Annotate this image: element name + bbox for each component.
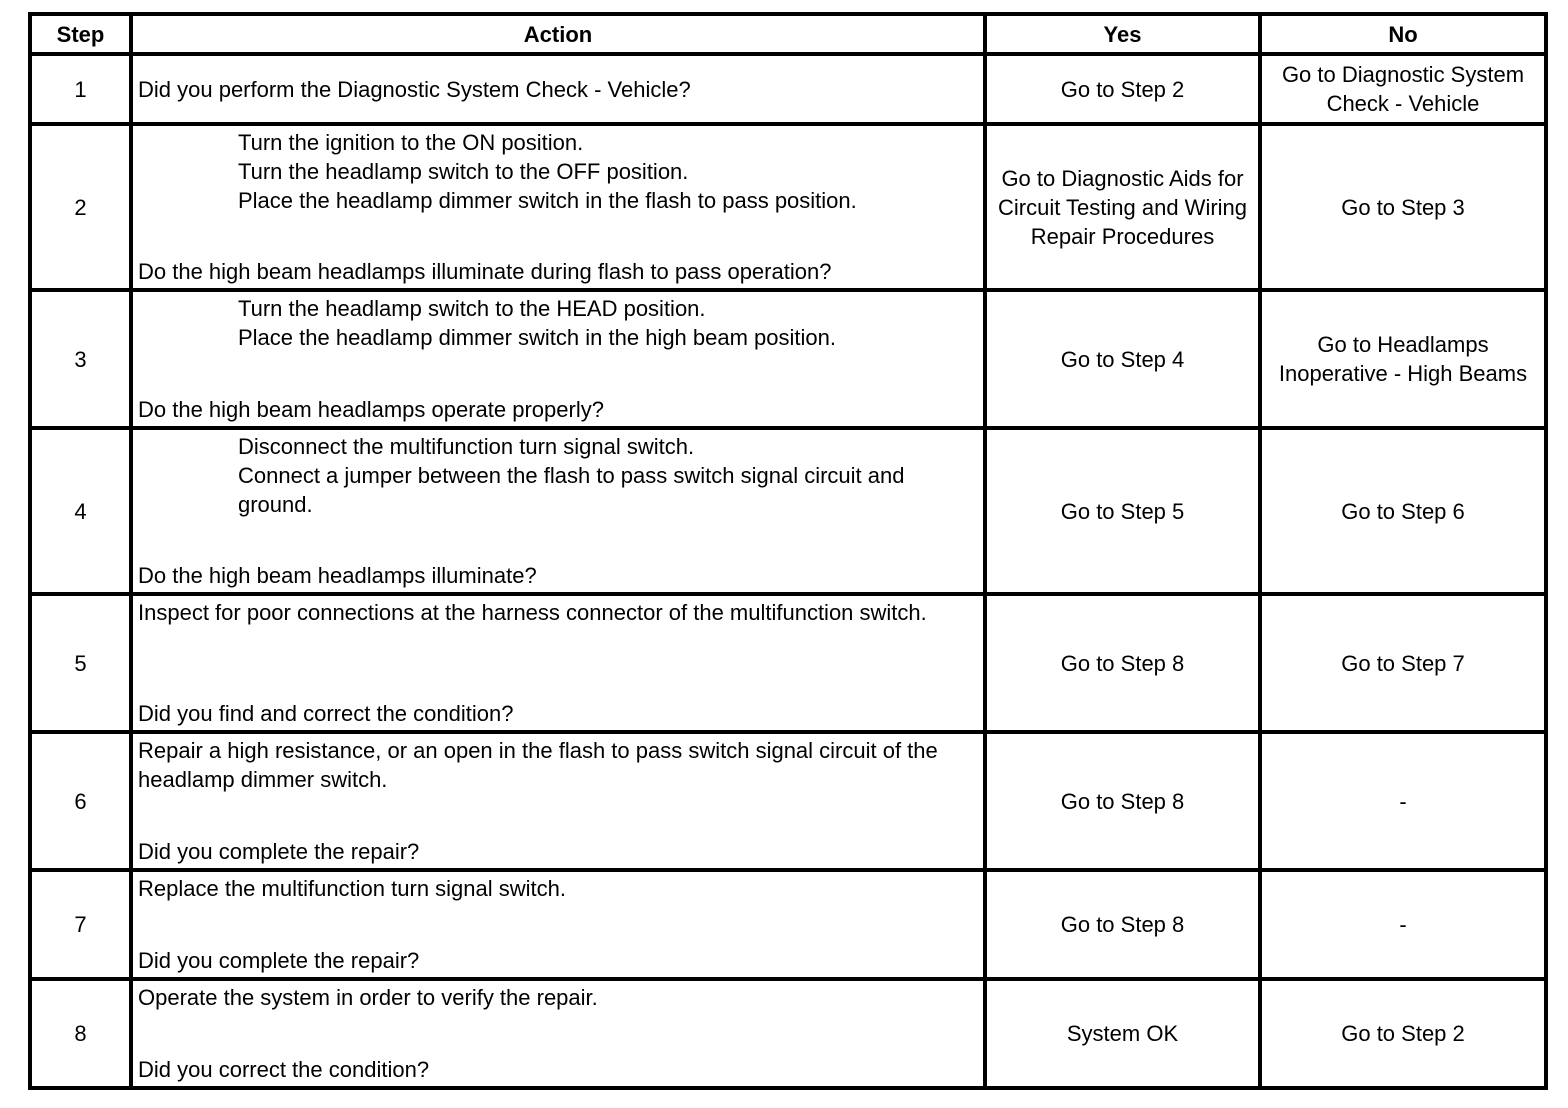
yes-cell: Go to Step 4 — [985, 290, 1260, 428]
no-cell: Go to Headlamps Inoperative - High Beams — [1260, 290, 1546, 428]
action-cell — [131, 290, 985, 428]
yes-cell: Go to Step 2 — [985, 54, 1260, 124]
action-cell — [131, 124, 985, 290]
header-no: No — [1260, 14, 1546, 54]
yes-cell: Go to Step 8 — [985, 870, 1260, 979]
action-line: Turn the headlamp switch to the OFF position. — [238, 159, 689, 184]
action-line: Turn the headlamp switch to the HEAD position. — [238, 296, 706, 321]
table-row — [30, 290, 1546, 428]
action-cell — [131, 870, 985, 979]
action-question: Do the high beam headlamps illuminate during flash to pass operation? — [138, 259, 832, 284]
yes-cell: Go to Step 5 — [985, 428, 1260, 594]
action-cell — [131, 594, 985, 732]
step-number: 7 — [30, 870, 131, 979]
table-row — [30, 428, 1546, 594]
action-cell — [131, 979, 985, 1088]
action-intro: Replace the multifunction turn signal switch. — [138, 876, 566, 901]
action-cell — [131, 54, 985, 124]
yes-cell: System OK — [985, 979, 1260, 1088]
table-row — [30, 870, 1546, 979]
action-question: Did you find and correct the condition? — [138, 701, 514, 726]
table-row — [30, 979, 1546, 1088]
yes-cell: Go to Diagnostic Aids for Circuit Testing and Wiring Repair Procedures — [985, 124, 1260, 290]
step-number: 4 — [30, 428, 131, 594]
no-cell: Go to Step 6 — [1260, 428, 1546, 594]
diagnostic-table — [28, 12, 1548, 1090]
action-line: Turn the ignition to the ON position. — [238, 130, 584, 155]
no-cell: Go to Step 7 — [1260, 594, 1546, 732]
action-line: Disconnect the multifunction turn signal switch. — [238, 434, 695, 459]
action-question: Did you correct the condition? — [138, 1057, 430, 1082]
yes-cell: Go to Step 8 — [985, 594, 1260, 732]
action-cell — [131, 732, 985, 870]
no-cell: - — [1260, 732, 1546, 870]
action-line: Place the headlamp dimmer switch in the flash to pass position. — [238, 188, 857, 213]
action-intro: Repair a high resistance, or an open in the flash to pass switch signal circuit of the headlamp dimmer switch. — [138, 738, 938, 792]
action-question: Did you perform the Diagnostic System Check - Vehicle? — [138, 76, 691, 102]
action-question: Do the high beam headlamps operate properly? — [138, 397, 604, 422]
no-cell: Go to Step 2 — [1260, 979, 1546, 1088]
yes-cell: Go to Step 8 — [985, 732, 1260, 870]
step-number: 8 — [30, 979, 131, 1088]
table-row — [30, 732, 1546, 870]
no-cell: - — [1260, 870, 1546, 979]
action-question: Did you complete the repair? — [138, 839, 420, 864]
action-line: Connect a jumper between the flash to pass switch signal circuit and ground. — [238, 463, 905, 517]
step-number: 5 — [30, 594, 131, 732]
no-cell: Go to Diagnostic System Check - Vehicle — [1260, 54, 1546, 124]
action-line: Place the headlamp dimmer switch in the high beam position. — [238, 325, 836, 350]
table-row — [30, 594, 1546, 732]
header-row — [30, 14, 1546, 54]
table-row — [30, 124, 1546, 290]
header-action: Action — [131, 14, 985, 54]
step-number: 3 — [30, 290, 131, 428]
action-question: Do the high beam headlamps illuminate? — [138, 563, 537, 588]
header-yes: Yes — [985, 14, 1260, 54]
action-cell — [131, 428, 985, 594]
header-step: Step — [30, 14, 131, 54]
action-question: Did you complete the repair? — [138, 948, 420, 973]
action-intro: Inspect for poor connections at the harness connector of the multifunction switch. — [138, 600, 927, 625]
table-row — [30, 54, 1546, 124]
step-number: 1 — [30, 54, 131, 124]
step-number: 2 — [30, 124, 131, 290]
action-intro: Operate the system in order to verify the repair. — [138, 985, 598, 1010]
step-number: 6 — [30, 732, 131, 870]
no-cell: Go to Step 3 — [1260, 124, 1546, 290]
